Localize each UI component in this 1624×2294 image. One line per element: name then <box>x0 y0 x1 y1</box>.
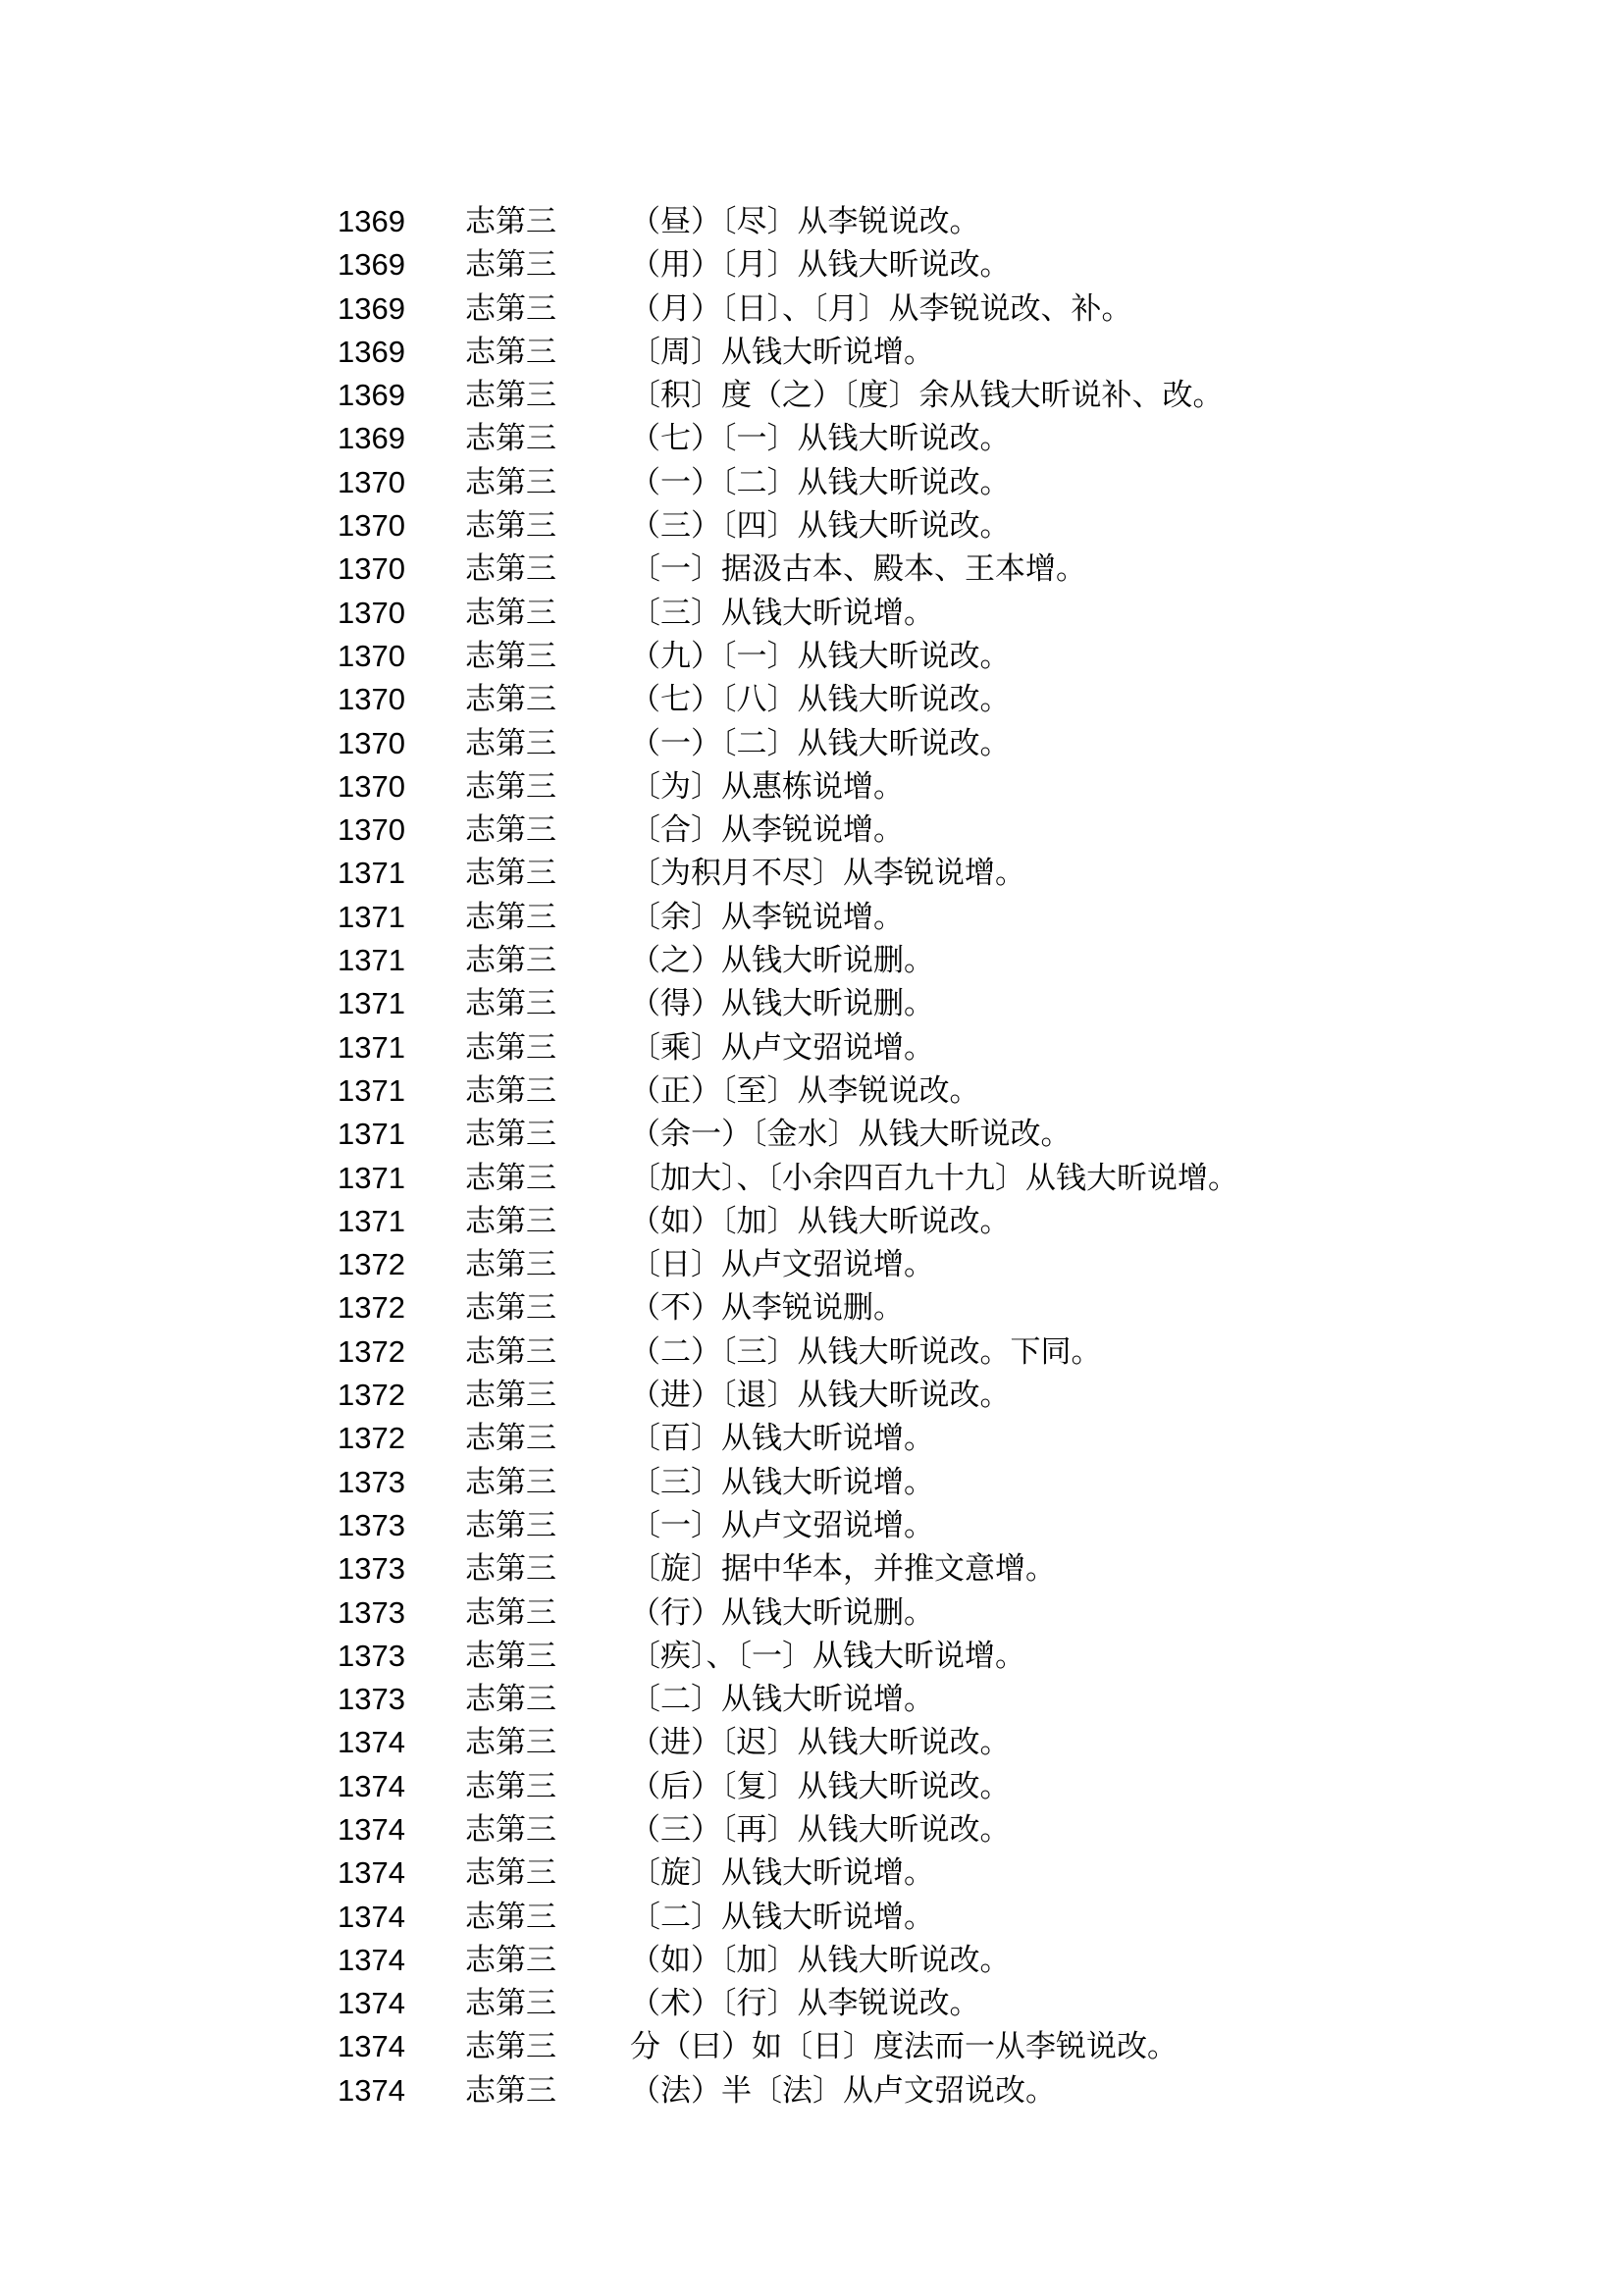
section-label: 志第三 <box>465 1986 556 2022</box>
note-row <box>0 896 1624 939</box>
note-row <box>0 635 1624 678</box>
collation-note: （如）〔加〕从钱大昕说改。 <box>630 1203 1011 1239</box>
page-number: 1369 <box>338 290 405 326</box>
section-label: 志第三 <box>465 638 556 674</box>
page-number: 1371 <box>338 1160 405 1195</box>
page-number: 1373 <box>338 1638 405 1673</box>
note-row <box>0 243 1624 287</box>
section-label: 志第三 <box>465 1290 556 1327</box>
section-label: 志第三 <box>465 595 556 631</box>
collation-notes-list <box>0 200 1624 2112</box>
note-row <box>0 592 1624 635</box>
section-label: 志第三 <box>465 1725 556 1761</box>
page-number: 1370 <box>338 551 405 587</box>
note-row <box>0 1547 1624 1590</box>
collation-note: （月）〔日〕、〔月〕从李锐说改、补。 <box>630 290 1132 327</box>
collation-note: 〔加大〕、〔小余四百九十九〕从钱大昕说增。 <box>630 1160 1238 1196</box>
note-row <box>0 374 1624 417</box>
collation-note: （术）〔行〕从李锐说改。 <box>630 1986 980 2022</box>
collation-note: （之）从钱大昕说删。 <box>630 943 934 979</box>
page-number: 1370 <box>338 812 405 848</box>
section-label: 志第三 <box>465 1247 556 1283</box>
page-number: 1374 <box>338 1986 405 2021</box>
note-row <box>0 852 1624 895</box>
collation-note: 〔百〕从钱大昕说增。 <box>630 1421 934 1457</box>
collation-note: 分（曰）如〔日〕度法而一从李锐说改。 <box>630 2029 1178 2065</box>
note-row <box>0 722 1624 765</box>
collation-note: 〔合〕从李锐说增。 <box>630 812 904 849</box>
note-row <box>0 1417 1624 1460</box>
note-row <box>0 939 1624 982</box>
section-label: 志第三 <box>465 1551 556 1588</box>
note-row <box>0 1026 1624 1069</box>
collation-note: 〔日〕从卢文弨说增。 <box>630 1247 934 1283</box>
section-label: 志第三 <box>465 1507 556 1543</box>
note-row <box>0 1851 1624 1895</box>
collation-note: （后）〔复〕从钱大昕说改。 <box>630 1768 1011 1804</box>
page-number: 1374 <box>338 1768 405 1803</box>
section-label: 志第三 <box>465 1768 556 1804</box>
note-row <box>0 1330 1624 1374</box>
collation-note: 〔周〕从钱大昕说增。 <box>630 334 934 370</box>
note-row <box>0 287 1624 331</box>
page-number: 1370 <box>338 508 405 544</box>
page-number: 1373 <box>338 1551 405 1587</box>
page-number: 1372 <box>338 1421 405 1456</box>
note-row <box>0 547 1624 591</box>
page-number: 1373 <box>338 1594 405 1630</box>
section-label: 志第三 <box>465 1421 556 1457</box>
note-row <box>0 200 1624 243</box>
section-label: 志第三 <box>465 1203 556 1239</box>
collation-note: 〔一〕从卢文弨说增。 <box>630 1507 934 1543</box>
note-row <box>0 1069 1624 1113</box>
note-row <box>0 2025 1624 2068</box>
section-label: 志第三 <box>465 464 556 500</box>
collation-note: 〔乘〕从卢文弨说增。 <box>630 1029 934 1066</box>
section-label: 志第三 <box>465 1160 556 1196</box>
note-row <box>0 678 1624 721</box>
note-row <box>0 808 1624 852</box>
collation-note: 〔余〕从李锐说增。 <box>630 899 904 935</box>
page-number: 1371 <box>338 899 405 934</box>
page-number: 1374 <box>338 2072 405 2108</box>
section-label: 志第三 <box>465 899 556 935</box>
note-row <box>0 1896 1624 1939</box>
note-row <box>0 1982 1624 2025</box>
note-row <box>0 1157 1624 1200</box>
note-row <box>0 417 1624 460</box>
page-number: 1371 <box>338 943 405 978</box>
page-number: 1369 <box>338 421 405 456</box>
page-number: 1372 <box>338 1378 405 1413</box>
page-number: 1374 <box>338 1942 405 1977</box>
note-row <box>0 1765 1624 1808</box>
section-label: 志第三 <box>465 1638 556 1674</box>
collation-note: （法）半〔法〕从卢文弨说改。 <box>630 2072 1056 2109</box>
page-number: 1373 <box>338 1682 405 1717</box>
note-row <box>0 1808 1624 1851</box>
collation-note: 〔三〕从钱大昕说增。 <box>630 1464 934 1500</box>
collation-note: 〔旋〕从钱大昕说增。 <box>630 1855 934 1892</box>
note-row <box>0 1504 1624 1547</box>
page-number: 1371 <box>338 986 405 1021</box>
section-label: 志第三 <box>465 682 556 718</box>
section-label: 志第三 <box>465 1899 556 1935</box>
section-label: 志第三 <box>465 1029 556 1066</box>
page-number: 1371 <box>338 1117 405 1152</box>
collation-note: （不）从李锐说删。 <box>630 1290 904 1327</box>
section-label: 志第三 <box>465 551 556 588</box>
page-number: 1371 <box>338 856 405 891</box>
collation-note: （进）〔退〕从钱大昕说改。 <box>630 1378 1011 1414</box>
collation-note: （进）〔迟〕从钱大昕说改。 <box>630 1725 1011 1761</box>
section-label: 志第三 <box>465 334 556 370</box>
collation-note: 〔二〕从钱大昕说增。 <box>630 1682 934 1718</box>
collation-note: 〔三〕从钱大昕说增。 <box>630 595 934 631</box>
note-row <box>0 765 1624 808</box>
page-number: 1370 <box>338 682 405 717</box>
section-label: 志第三 <box>465 2029 556 2065</box>
section-label: 志第三 <box>465 725 556 761</box>
collation-note: （得）从钱大昕说删。 <box>630 986 934 1022</box>
section-label: 志第三 <box>465 943 556 979</box>
page-number: 1372 <box>338 1247 405 1282</box>
section-label: 志第三 <box>465 986 556 1022</box>
page-number: 1373 <box>338 1507 405 1542</box>
note-row <box>0 982 1624 1025</box>
collation-note: （九）〔一〕从钱大昕说改。 <box>630 638 1011 674</box>
page-number: 1374 <box>338 1725 405 1760</box>
note-row <box>0 504 1624 547</box>
section-label: 志第三 <box>465 1333 556 1370</box>
page-number: 1370 <box>338 595 405 630</box>
page-number: 1369 <box>338 204 405 238</box>
section-label: 志第三 <box>465 421 556 457</box>
page-number: 1372 <box>338 1333 405 1369</box>
page-number: 1374 <box>338 2029 405 2064</box>
note-row <box>0 1635 1624 1678</box>
collation-note: （昼）〔尽〕从李锐说改。 <box>630 204 980 239</box>
page-number: 1370 <box>338 768 405 804</box>
note-row <box>0 2069 1624 2112</box>
page-number: 1369 <box>338 378 405 413</box>
collation-note: （一）〔二〕从钱大昕说改。 <box>630 464 1011 500</box>
page-number: 1373 <box>338 1464 405 1499</box>
section-label: 志第三 <box>465 1942 556 1978</box>
note-row <box>0 1243 1624 1286</box>
section-label: 志第三 <box>465 1117 556 1153</box>
collation-note: 〔一〕据汲古本、殿本、王本增。 <box>630 551 1086 588</box>
note-row <box>0 331 1624 374</box>
collation-note: （如）〔加〕从钱大昕说改。 <box>630 1942 1011 1978</box>
note-row <box>0 1286 1624 1329</box>
section-label: 志第三 <box>465 768 556 805</box>
page-number: 1369 <box>338 334 405 369</box>
page-number: 1372 <box>338 1290 405 1326</box>
section-label: 志第三 <box>465 1072 556 1109</box>
note-row <box>0 1591 1624 1635</box>
page-number: 1370 <box>338 725 405 760</box>
collation-note: （用）〔月〕从钱大昕说改。 <box>630 247 1011 284</box>
section-label: 志第三 <box>465 204 556 239</box>
collation-note: 〔旋〕据中华本，并推文意增。 <box>630 1551 1056 1588</box>
collation-note: （正）〔至〕从李锐说改。 <box>630 1072 980 1109</box>
page-number: 1370 <box>338 638 405 673</box>
section-label: 志第三 <box>465 247 556 284</box>
collation-note: （七）〔一〕从钱大昕说改。 <box>630 421 1011 457</box>
note-row <box>0 1374 1624 1417</box>
section-label: 志第三 <box>465 1464 556 1500</box>
note-row <box>0 1939 1624 1982</box>
collation-note: （一）〔二〕从钱大昕说改。 <box>630 725 1011 761</box>
note-row <box>0 461 1624 504</box>
section-label: 志第三 <box>465 1855 556 1892</box>
section-label: 志第三 <box>465 1594 556 1631</box>
page-number: 1369 <box>338 247 405 283</box>
page-number: 1370 <box>338 464 405 499</box>
section-label: 志第三 <box>465 1378 556 1414</box>
section-label: 志第三 <box>465 508 556 545</box>
note-row <box>0 1678 1624 1721</box>
collation-note: （余一）〔金水〕从钱大昕说改。 <box>630 1117 1072 1153</box>
collation-note: 〔疾〕、〔一〕从钱大昕说增。 <box>630 1638 1025 1674</box>
section-label: 志第三 <box>465 1682 556 1718</box>
page-number: 1371 <box>338 1029 405 1065</box>
collation-note: 〔二〕从钱大昕说增。 <box>630 1899 934 1935</box>
collation-note: （行）从钱大昕说删。 <box>630 1594 934 1631</box>
note-row <box>0 1113 1624 1156</box>
collation-note: （二）〔三〕从钱大昕说改。下同。 <box>630 1333 1102 1370</box>
note-row <box>0 1461 1624 1504</box>
section-label: 志第三 <box>465 812 556 849</box>
collation-note: 〔为〕从惠栋说增。 <box>630 768 904 805</box>
note-row <box>0 1721 1624 1764</box>
section-label: 志第三 <box>465 856 556 892</box>
section-label: 志第三 <box>465 1811 556 1848</box>
page-number: 1374 <box>338 1899 405 1934</box>
section-label: 志第三 <box>465 378 556 414</box>
collation-note: （七）〔八〕从钱大昕说改。 <box>630 682 1011 718</box>
page-number: 1371 <box>338 1072 405 1108</box>
page-number: 1374 <box>338 1855 405 1891</box>
note-row <box>0 1200 1624 1243</box>
section-label: 志第三 <box>465 2072 556 2109</box>
collation-note: （三）〔再〕从钱大昕说改。 <box>630 1811 1011 1848</box>
collation-note: （三）〔四〕从钱大昕说改。 <box>630 508 1011 545</box>
collation-note: 〔为积月不尽〕从李锐说增。 <box>630 856 1025 892</box>
section-label: 志第三 <box>465 290 556 327</box>
page-number: 1374 <box>338 1811 405 1847</box>
collation-note: 〔积〕度（之）〔度〕余从钱大昕说补、改。 <box>630 378 1224 414</box>
page-number: 1371 <box>338 1203 405 1238</box>
